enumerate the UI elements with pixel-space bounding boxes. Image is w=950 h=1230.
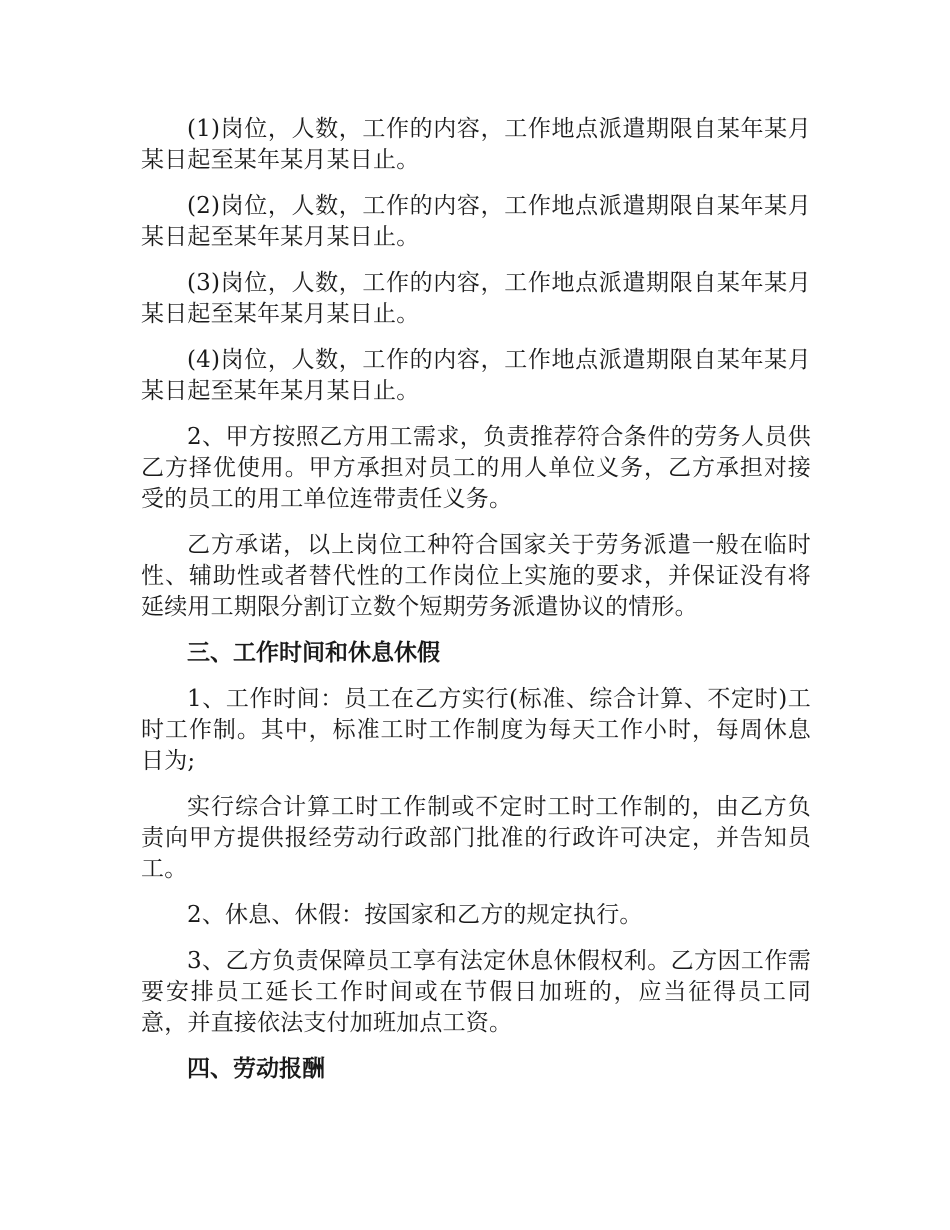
paragraph-position-1: (1)岗位，人数，工作的内容，工作地点派遣期限自某年某月某日起至某年某月某日止。 bbox=[141, 116, 811, 173]
paragraph-overtime: 3、乙方负责保障员工享有法定休息休假权利。乙方因工作需要安排员工延长工作时间或在节假日加班的，应当征得员工同意，并直接依法支付加班加点工资。 bbox=[141, 948, 811, 1036]
paragraph-position-2: (2)岗位，人数，工作的内容，工作地点派遣期限自某年某月某日起至某年某月某日止。 bbox=[141, 193, 811, 250]
document-body bbox=[141, 114, 811, 1100]
section-heading-working-hours: 三、工作时间和休息休假 bbox=[187, 640, 440, 666]
paragraph-working-time: 1、工作时间：员工在乙方实行(标准、综合计算、不定时)工时工作制。其中，标准工时工作制度为每天工作小时，每周休息日为; bbox=[141, 686, 811, 774]
paragraph-clause-2: 2、甲方按照乙方用工需求，负责推荐符合条件的劳务人员供乙方择优使用。甲方承担对员工的用人单位义务，乙方承担对接受的员工的用工单位连带责任义务。 bbox=[141, 424, 811, 512]
paragraph-comprehensive-hours: 实行综合计算工时工作制或不定时工时工作制的，由乙方负责向甲方提供报经劳动行政部门批准的行政许可决定，并告知员工。 bbox=[141, 794, 811, 882]
paragraph-commitment: 乙方承诺，以上岗位工种符合国家关于劳务派遣一般在临时性、辅助性或者替代性的工作岗位上实施的要求，并保证没有将延续用工期限分割订立数个短期劳务派遣协议的情形。 bbox=[141, 532, 811, 620]
paragraph-rest-leave: 2、休息、休假：按国家和乙方的规定执行。 bbox=[187, 902, 643, 928]
paragraph-position-3: (3)岗位，人数，工作的内容，工作地点派遣期限自某年某月某日起至某年某月某日止。 bbox=[141, 270, 811, 327]
paragraph-position-4: (4)岗位，人数，工作的内容，工作地点派遣期限自某年某月某日起至某年某月某日止。 bbox=[141, 347, 811, 404]
section-heading-remuneration: 四、劳动报酬 bbox=[187, 1056, 325, 1082]
